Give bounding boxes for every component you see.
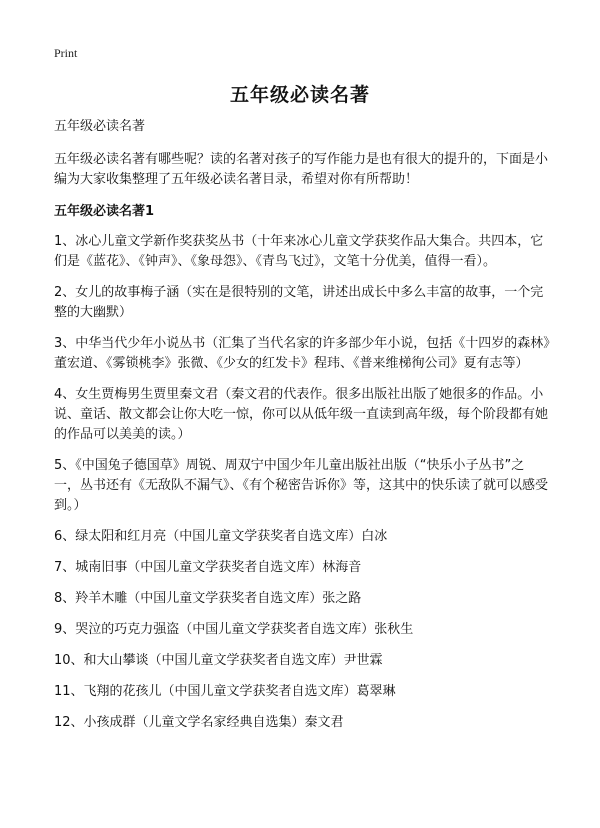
list-item: 7、城南旧事（中国儿童文学获奖者自选文库）林海音 [54,560,362,575]
book-list [54,232,550,733]
page-title: 五年级必读名著 [229,84,370,106]
list-item: 2、女儿的故事梅子涵（实在是很特别的文笔，讲述出成长中多么丰富的故事，一个完整的大幽默） [54,285,544,320]
list-item: 9、哭泣的巧克力强盗（中国儿童文学获奖者自选文库）张秋生 [54,622,414,637]
list-item: 8、羚羊木雕（中国儿童文学获奖者自选文库）张之路 [54,591,362,606]
list-item: 4、女生贾梅男生贾里秦文君（秦文君的代表作。很多出版社出版了她很多的作品。小说、童话、散文都会让你大吃一惊，你可以从低年级一直读到高年级，每个阶段都有她的作品可以美美的读。） [54,387,549,442]
list-item: 3、中华当代少年小说丛书（汇集了当代名家的许多部少年小说，包括《十四岁的森林》董宏道、《雾锁桃李》张微、《少女的红发卡》程玮、《普来维梯徇公司》夏有志等） [54,336,550,371]
article-body [54,117,550,744]
list-item: 12、小孩成群（儿童文学名家经典自选集）秦文君 [54,715,344,730]
list-item: 11、飞翔的花孩儿（中国儿童文学获奖者自选文库）葛翠琳 [54,684,396,699]
section-heading: 五年级必读名著1 [54,204,155,219]
intro-paragraph: 五年级必读名著有哪些呢？读的名著对孩子的写作能力是也有很大的提升的，下面是小编为大家收集整理了五年级必读名著目录，希望对你有所帮助！ [54,152,549,187]
list-item: 5、《中国兔子德国草》周锐、周双宁中国少年儿童出版社出版（“快乐小子丛书”之一，丛书还有《无敌队不漏气》、《有个秘密告诉你》等，这其中的快乐读了就可以感受到。） [54,458,549,513]
list-item: 10、和大山攀谈（中国儿童文学获奖者自选文库）尹世霖 [54,653,383,668]
list-item: 6、绿太阳和红月亮（中国儿童文学获奖者自选文库）白冰 [54,529,388,544]
list-item: 1、冰心儿童文学新作奖获奖丛书（十年来冰心儿童文学获奖作品大集合。共四本，它们是《蓝花》、《钟声》、《象母怨》、《青鸟飞过》，文笔十分优美，值得一看）。 [54,234,544,269]
print-link[interactable]: Print [54,46,78,60]
article-subtitle: 五年级必读名著 [54,119,146,134]
